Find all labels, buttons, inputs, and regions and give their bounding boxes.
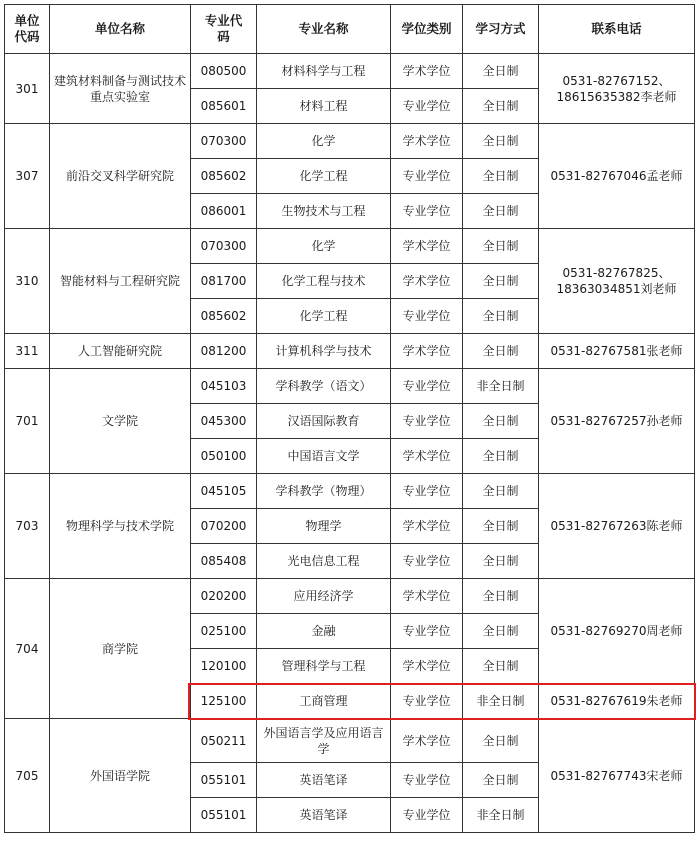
header-degree-type: 学位类别 — [391, 5, 463, 54]
table-row — [5, 124, 695, 159]
unit-code-cell: 301 — [5, 54, 50, 124]
header-unit-name: 单位名称 — [50, 5, 191, 54]
degree-type-cell: 专业学位 — [391, 159, 463, 194]
major-name-cell: 化学工程 — [257, 299, 391, 334]
unit-name-cell: 建筑材料制备与测试技术重点实验室 — [50, 54, 191, 124]
major-name-cell: 学科教学（语文） — [257, 369, 391, 404]
study-mode-cell: 全日制 — [463, 439, 539, 474]
header-major-name: 专业名称 — [257, 5, 391, 54]
unit-code-cell: 701 — [5, 369, 50, 474]
header-unit-code: 单位 代码 — [5, 5, 50, 54]
major-name-cell: 金融 — [257, 614, 391, 649]
majors-table — [4, 4, 695, 833]
phone-cell: 0531-82769270周老师 — [539, 579, 695, 684]
phone-cell: 0531-82767257孙老师 — [539, 369, 695, 474]
major-name-cell: 工商管理 — [257, 684, 391, 719]
major-name-cell: 计算机科学与技术 — [257, 334, 391, 369]
table-row — [5, 334, 695, 369]
table-row — [5, 474, 695, 509]
study-mode-cell: 全日制 — [463, 649, 539, 684]
major-code-cell: 070300 — [191, 229, 257, 264]
header-major-code: 专业代 码 — [191, 5, 257, 54]
major-code-cell: 081200 — [191, 334, 257, 369]
study-mode-cell: 全日制 — [463, 579, 539, 614]
study-mode-cell: 全日制 — [463, 719, 539, 763]
major-code-cell: 125100 — [191, 684, 257, 719]
major-name-cell: 管理科学与工程 — [257, 649, 391, 684]
unit-code-cell: 307 — [5, 124, 50, 229]
header-study-mode: 学习方式 — [463, 5, 539, 54]
degree-type-cell: 学术学位 — [391, 334, 463, 369]
degree-type-cell: 学术学位 — [391, 264, 463, 299]
degree-type-cell: 学术学位 — [391, 54, 463, 89]
major-code-cell: 045103 — [191, 369, 257, 404]
major-name-cell: 学科教学（物理） — [257, 474, 391, 509]
degree-type-cell: 学术学位 — [391, 579, 463, 614]
major-code-cell: 085602 — [191, 159, 257, 194]
study-mode-cell: 全日制 — [463, 404, 539, 439]
study-mode-cell: 全日制 — [463, 334, 539, 369]
study-mode-cell: 全日制 — [463, 159, 539, 194]
unit-code-cell: 704 — [5, 579, 50, 719]
table-row — [5, 54, 695, 89]
unit-name-cell: 商学院 — [50, 579, 191, 719]
study-mode-cell: 全日制 — [463, 89, 539, 124]
degree-type-cell: 专业学位 — [391, 369, 463, 404]
study-mode-cell: 全日制 — [463, 763, 539, 798]
major-code-cell: 055101 — [191, 763, 257, 798]
unit-name-cell: 前沿交叉科学研究院 — [50, 124, 191, 229]
unit-code-cell: 311 — [5, 334, 50, 369]
major-name-cell: 化学 — [257, 229, 391, 264]
major-code-cell: 085602 — [191, 299, 257, 334]
major-code-cell: 050100 — [191, 439, 257, 474]
degree-type-cell: 专业学位 — [391, 89, 463, 124]
unit-name-cell: 人工智能研究院 — [50, 334, 191, 369]
phone-cell: 0531-82767743宋老师 — [539, 719, 695, 833]
major-code-cell: 025100 — [191, 614, 257, 649]
study-mode-cell: 全日制 — [463, 299, 539, 334]
major-name-cell: 化学工程 — [257, 159, 391, 194]
major-name-cell: 化学 — [257, 124, 391, 159]
study-mode-cell: 全日制 — [463, 509, 539, 544]
major-name-cell: 外国语言学及应用语言学 — [257, 719, 391, 763]
study-mode-cell: 非全日制 — [463, 798, 539, 833]
degree-type-cell: 学术学位 — [391, 124, 463, 159]
phone-cell: 0531-82767619朱老师 — [539, 684, 695, 719]
major-name-cell: 材料科学与工程 — [257, 54, 391, 89]
unit-name-cell: 外国语学院 — [50, 719, 191, 833]
study-mode-cell: 非全日制 — [463, 684, 539, 719]
major-code-cell: 055101 — [191, 798, 257, 833]
major-name-cell: 英语笔译 — [257, 798, 391, 833]
degree-type-cell: 专业学位 — [391, 614, 463, 649]
study-mode-cell: 全日制 — [463, 474, 539, 509]
degree-type-cell: 专业学位 — [391, 194, 463, 229]
study-mode-cell: 非全日制 — [463, 369, 539, 404]
table-row — [5, 579, 695, 614]
unit-name-cell: 物理科学与技术学院 — [50, 474, 191, 579]
table-row — [5, 369, 695, 404]
degree-type-cell: 学术学位 — [391, 439, 463, 474]
study-mode-cell: 全日制 — [463, 544, 539, 579]
major-name-cell: 化学工程与技术 — [257, 264, 391, 299]
study-mode-cell: 全日制 — [463, 124, 539, 159]
degree-type-cell: 专业学位 — [391, 684, 463, 719]
major-code-cell: 070200 — [191, 509, 257, 544]
unit-name-cell: 文学院 — [50, 369, 191, 474]
degree-type-cell: 专业学位 — [391, 763, 463, 798]
degree-type-cell: 专业学位 — [391, 299, 463, 334]
major-code-cell: 085408 — [191, 544, 257, 579]
unit-name-cell: 智能材料与工程研究院 — [50, 229, 191, 334]
unit-code-cell: 703 — [5, 474, 50, 579]
major-code-cell: 045300 — [191, 404, 257, 439]
major-code-cell: 080500 — [191, 54, 257, 89]
degree-type-cell: 学术学位 — [391, 719, 463, 763]
unit-code-cell: 310 — [5, 229, 50, 334]
unit-code-cell: 705 — [5, 719, 50, 833]
degree-type-cell: 专业学位 — [391, 404, 463, 439]
study-mode-cell: 全日制 — [463, 614, 539, 649]
major-code-cell: 050211 — [191, 719, 257, 763]
major-code-cell: 045105 — [191, 474, 257, 509]
phone-cell: 0531-82767152、18615635382李老师 — [539, 54, 695, 124]
major-code-cell: 085601 — [191, 89, 257, 124]
table-row — [5, 229, 695, 264]
phone-cell: 0531-82767581张老师 — [539, 334, 695, 369]
major-name-cell: 物理学 — [257, 509, 391, 544]
degree-type-cell: 学术学位 — [391, 509, 463, 544]
degree-type-cell: 专业学位 — [391, 474, 463, 509]
major-name-cell: 生物技术与工程 — [257, 194, 391, 229]
phone-cell: 0531-82767825、18363034851刘老师 — [539, 229, 695, 334]
degree-type-cell: 专业学位 — [391, 798, 463, 833]
degree-type-cell: 专业学位 — [391, 544, 463, 579]
header-row — [5, 5, 695, 54]
study-mode-cell: 全日制 — [463, 264, 539, 299]
major-name-cell: 英语笔译 — [257, 763, 391, 798]
major-name-cell: 材料工程 — [257, 89, 391, 124]
major-name-cell: 中国语言文学 — [257, 439, 391, 474]
major-code-cell: 020200 — [191, 579, 257, 614]
major-name-cell: 汉语国际教育 — [257, 404, 391, 439]
table-row — [5, 719, 695, 763]
major-code-cell: 086001 — [191, 194, 257, 229]
study-mode-cell: 全日制 — [463, 194, 539, 229]
major-name-cell: 应用经济学 — [257, 579, 391, 614]
header-phone: 联系电话 — [539, 5, 695, 54]
phone-cell: 0531-82767263陈老师 — [539, 474, 695, 579]
degree-type-cell: 学术学位 — [391, 229, 463, 264]
phone-cell: 0531-82767046孟老师 — [539, 124, 695, 229]
major-name-cell: 光电信息工程 — [257, 544, 391, 579]
degree-type-cell: 学术学位 — [391, 649, 463, 684]
major-code-cell: 070300 — [191, 124, 257, 159]
study-mode-cell: 全日制 — [463, 229, 539, 264]
study-mode-cell: 全日制 — [463, 54, 539, 89]
major-code-cell: 081700 — [191, 264, 257, 299]
major-code-cell: 120100 — [191, 649, 257, 684]
